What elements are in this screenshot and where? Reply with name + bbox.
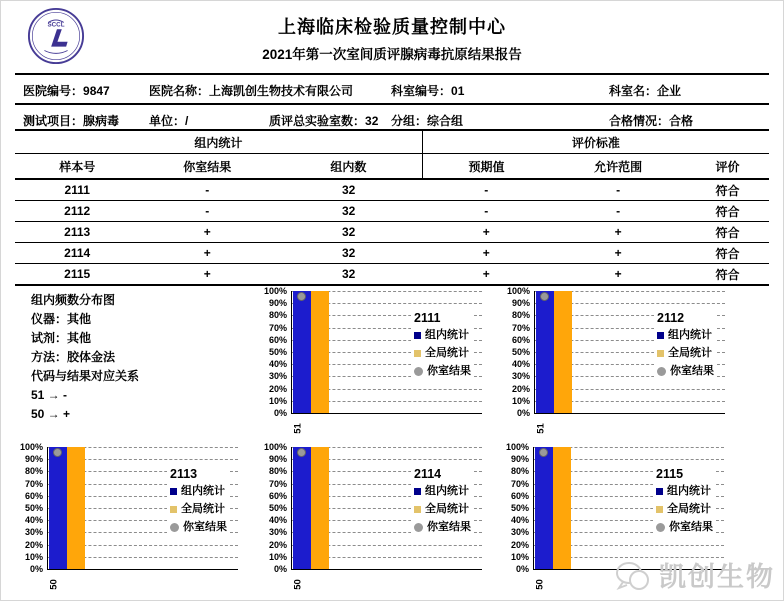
y-axis-tick-label: 60%: [268, 490, 287, 501]
y-axis-tick-label: 50%: [511, 347, 530, 357]
freq-chart-2111: [261, 287, 511, 443]
column-header: 评价: [686, 154, 769, 180]
y-axis-tick-label: 70%: [268, 478, 287, 489]
chart-legend: [167, 467, 230, 536]
table-cell: -: [550, 201, 686, 222]
info-field-value: 腺病毒: [83, 114, 120, 128]
table-cell: 32: [275, 222, 422, 243]
legend-item: [170, 482, 227, 500]
y-axis-tick-label: 0%: [515, 564, 529, 574]
info-field: [609, 82, 681, 99]
your-result-marker: [540, 292, 549, 301]
table-cell: 32: [275, 201, 422, 222]
group-stat-swatch-icon: [657, 332, 664, 339]
table-cell: +: [139, 243, 275, 264]
info-field: [609, 112, 693, 129]
x-axis-category-label: 51: [292, 423, 304, 434]
y-axis-tick-label: 70%: [511, 322, 530, 333]
legend-item-label: 组内统计: [181, 485, 225, 497]
y-axis-tick-label: 0%: [29, 564, 43, 574]
legend-item-label: 你室结果: [427, 521, 471, 533]
y-axis-tick-label: 30%: [268, 527, 287, 538]
legend-item: [414, 326, 471, 344]
group-stat-bar: [293, 447, 311, 569]
chart-legend: [653, 467, 716, 536]
legend-item-label: 你室结果: [183, 521, 227, 533]
your-result-swatch-icon: [414, 367, 423, 376]
y-axis-tick-label: 60%: [24, 490, 43, 501]
y-axis-tick-label: 60%: [511, 334, 530, 345]
legend-item-label: 你室结果: [669, 521, 713, 533]
info-field-label: 测试项目：: [23, 114, 84, 128]
y-axis-tick-label: 50%: [268, 503, 287, 513]
result-table-wrap: [15, 129, 769, 286]
y-axis-tick-label: 70%: [510, 478, 529, 489]
table-cell: +: [550, 243, 686, 264]
x-axis-category-label: 50: [534, 579, 546, 590]
overall-stat-bar: [67, 447, 85, 569]
legend-item-label: 组内统计: [425, 329, 469, 341]
y-axis-tick-label: 10%: [510, 551, 529, 562]
y-axis-tick-label: 100%: [263, 286, 287, 296]
freq-block-line: 仪器：其他: [31, 312, 92, 326]
info-field: [391, 112, 463, 129]
legend-item: [414, 482, 471, 500]
y-axis-tick-label: 0%: [273, 564, 287, 574]
legend-item: [414, 344, 471, 362]
group-stat-bar: [535, 447, 553, 569]
legend-item: [414, 500, 471, 518]
your-result-swatch-icon: [657, 367, 666, 376]
y-axis-tick-label: 100%: [19, 442, 43, 452]
chart-legend: [411, 467, 474, 536]
watermark-text: 凯创生物: [659, 562, 775, 592]
y-axis-tick-label: 60%: [268, 334, 287, 345]
y-axis-tick-label: 100%: [505, 442, 529, 452]
overall-stat-bar: [554, 291, 572, 413]
freq-distribution-info: [31, 291, 139, 424]
legend-item: [656, 500, 713, 518]
info-field: [149, 82, 353, 99]
y-axis-tick-label: 80%: [511, 310, 530, 321]
y-axis-tick-label: 10%: [268, 551, 287, 562]
group-stat-bar: [293, 291, 311, 413]
y-axis-tick-label: 0%: [273, 408, 287, 418]
table-cell: -: [550, 179, 686, 201]
table-cell: +: [422, 222, 550, 243]
freq-block-line: 50 → +: [31, 407, 71, 421]
info-field-value: 32: [365, 114, 379, 128]
legend-item-label: 你室结果: [670, 365, 714, 377]
y-axis-tick-label: 40%: [268, 359, 287, 370]
kaichuang-logo-icon: [613, 558, 653, 592]
table-cell: +: [422, 264, 550, 286]
y-axis-tick-label: 60%: [510, 490, 529, 501]
info-field: [149, 112, 188, 129]
legend-sample-id: 2111: [414, 311, 441, 325]
y-axis-tick-label: 90%: [268, 298, 287, 309]
y-axis-tick-label: 20%: [511, 383, 530, 394]
table-cell: -: [422, 179, 550, 201]
page-subtitle: 2021年第一次室间质评腺病毒抗原结果报告: [262, 47, 522, 62]
chart-legend: [654, 311, 717, 380]
column-header: 组内数: [275, 154, 422, 180]
y-axis-tick-label: 100%: [263, 442, 287, 452]
y-axis-tick-label: 90%: [24, 454, 43, 465]
legend-item: [657, 362, 714, 380]
overall-stat-bar: [311, 447, 329, 569]
your-result-marker: [297, 448, 306, 457]
legend-item-label: 全局统计: [668, 347, 712, 359]
info-field-label: 单位：: [149, 114, 186, 128]
table-cell: -: [139, 201, 275, 222]
your-result-marker: [53, 448, 62, 457]
info-field: [23, 82, 110, 99]
freq-chart-2112: [504, 287, 754, 443]
y-axis-tick-label: 80%: [24, 466, 43, 477]
your-result-swatch-icon: [170, 523, 179, 532]
table-cell: -: [139, 179, 275, 201]
x-axis-category-label: 50: [48, 579, 60, 590]
y-axis-tick-label: 80%: [268, 466, 287, 477]
y-axis-tick-label: 10%: [268, 395, 287, 406]
table-group-header: 组内统计: [15, 130, 422, 154]
your-result-marker: [539, 448, 548, 457]
table-cell: 32: [275, 179, 422, 201]
x-axis-category-label: 51: [535, 423, 547, 434]
table-cell: 32: [275, 243, 422, 264]
table-cell: 32: [275, 264, 422, 286]
table-row: [15, 201, 769, 222]
info-section: [15, 73, 769, 133]
page-title: 上海临床检验质量控制中心: [278, 17, 506, 37]
info-field: [391, 82, 464, 99]
y-axis-tick-label: 100%: [506, 286, 530, 296]
table-cell: 符合: [686, 264, 769, 286]
legend-item: [657, 326, 714, 344]
table-cell: +: [550, 222, 686, 243]
group-stat-swatch-icon: [414, 488, 421, 495]
info-field-value: 上海凯创生物技术有限公司: [209, 84, 354, 98]
table-cell: 符合: [686, 222, 769, 243]
legend-item: [170, 500, 227, 518]
info-field-label: 质评总实验室数：: [269, 114, 366, 128]
y-axis-tick-label: 90%: [510, 454, 529, 465]
legend-item-label: 组内统计: [667, 485, 711, 497]
group-stat-swatch-icon: [414, 332, 421, 339]
overall-stat-swatch-icon: [170, 506, 177, 513]
y-axis-tick-label: 90%: [511, 298, 530, 309]
freq-block-line: 51 → -: [31, 388, 68, 402]
info-field: [269, 112, 378, 129]
freq-block-title: 组内频数分布图: [31, 293, 116, 307]
freq-block-line: 方法：胶体金法: [31, 350, 116, 364]
table-cell: 2114: [15, 243, 139, 264]
report-header: [1, 1, 783, 73]
table-cell: 2113: [15, 222, 139, 243]
table-cell: 2115: [15, 264, 139, 286]
info-field-value: 9847: [83, 84, 110, 98]
freq-block-line: 试剂：其他: [31, 331, 92, 345]
legend-item: [414, 362, 471, 380]
table-row: [15, 222, 769, 243]
y-axis-tick-label: 20%: [510, 539, 529, 550]
table-group-header-row: [15, 130, 769, 154]
legend-item-label: 组内统计: [425, 485, 469, 497]
info-field-label: 医院编号：: [23, 84, 84, 98]
legend-item-label: 全局统计: [425, 503, 469, 515]
overall-stat-swatch-icon: [657, 350, 664, 357]
overall-stat-bar: [553, 447, 571, 569]
y-axis-tick-label: 10%: [24, 551, 43, 562]
y-axis-tick-label: 40%: [510, 515, 529, 526]
table-cell: 符合: [686, 243, 769, 264]
table-cell: +: [139, 222, 275, 243]
result-table: [15, 129, 769, 286]
y-axis-tick-label: 30%: [510, 527, 529, 538]
info-field-label: 合格情况：: [609, 114, 670, 128]
legend-item: [656, 518, 713, 536]
table-row: [15, 243, 769, 264]
info-field-label: 科室编号：: [391, 84, 452, 98]
freq-block-line: 代码与结果对应关系: [31, 369, 140, 383]
legend-item: [656, 482, 713, 500]
your-result-swatch-icon: [656, 523, 665, 532]
overall-stat-swatch-icon: [414, 350, 421, 357]
y-axis-tick-label: 20%: [268, 539, 287, 550]
column-header: 预期值: [422, 154, 550, 180]
watermark: [613, 555, 775, 594]
your-result-swatch-icon: [414, 523, 423, 532]
x-axis-category-label: 50: [292, 579, 304, 590]
legend-sample-id: 2114: [414, 467, 442, 481]
info-field: [23, 112, 119, 129]
info-field-label: 分组：: [391, 114, 428, 128]
legend-item-label: 组内统计: [668, 329, 712, 341]
legend-item-label: 全局统计: [667, 503, 711, 515]
y-axis-tick-label: 30%: [268, 371, 287, 382]
table-cell: 符合: [686, 201, 769, 222]
freq-chart-2114: [261, 443, 511, 599]
group-stat-bar: [536, 291, 554, 413]
table-row: [15, 179, 769, 201]
y-axis-tick-label: 10%: [511, 395, 530, 406]
table-group-header: 评价标准: [422, 130, 769, 154]
y-axis-tick-label: 80%: [510, 466, 529, 477]
chart-legend: [411, 311, 474, 380]
y-axis-tick-label: 30%: [511, 371, 530, 382]
column-header: 你室结果: [139, 154, 275, 180]
overall-stat-swatch-icon: [656, 506, 663, 513]
table-cell: +: [422, 243, 550, 264]
group-stat-bar: [49, 447, 67, 569]
legend-sample-id: 2113: [170, 467, 198, 481]
y-axis-tick-label: 50%: [268, 347, 287, 357]
table-row: [15, 264, 769, 286]
table-cell: +: [550, 264, 686, 286]
legend-item: [414, 518, 471, 536]
y-axis-tick-label: 40%: [268, 515, 287, 526]
table-cell: 2111: [15, 179, 139, 201]
info-field-label: 科室名：: [609, 84, 658, 98]
y-axis-tick-label: 70%: [268, 322, 287, 333]
info-field-label: 医院名称：: [149, 84, 210, 98]
table-column-header-row: [15, 154, 769, 180]
column-header: 允许范围: [550, 154, 686, 180]
group-stat-swatch-icon: [656, 488, 663, 495]
info-field-value: 企业: [657, 84, 682, 98]
table-cell: 2112: [15, 201, 139, 222]
info-field-value: /: [185, 114, 189, 128]
legend-item-label: 全局统计: [181, 503, 225, 515]
info-field-value: 合格: [669, 114, 694, 128]
y-axis-tick-label: 30%: [24, 527, 43, 538]
y-axis-tick-label: 50%: [510, 503, 529, 513]
info-field-value: 综合组: [427, 114, 464, 128]
info-row: [15, 73, 769, 103]
y-axis-tick-label: 20%: [24, 539, 43, 550]
overall-stat-swatch-icon: [414, 506, 421, 513]
legend-item: [657, 344, 714, 362]
y-axis-tick-label: 50%: [24, 503, 43, 513]
y-axis-tick-label: 0%: [516, 408, 530, 418]
column-header: 样本号: [15, 154, 139, 180]
your-result-marker: [297, 292, 306, 301]
table-cell: +: [139, 264, 275, 286]
y-axis-tick-label: 80%: [268, 310, 287, 321]
legend-sample-id: 2115: [656, 467, 684, 481]
y-axis-tick-label: 20%: [268, 383, 287, 394]
group-stat-swatch-icon: [170, 488, 177, 495]
y-axis-tick-label: 90%: [268, 454, 287, 465]
info-field-value: 01: [451, 84, 465, 98]
table-cell: 符合: [686, 179, 769, 201]
freq-chart-2113: [17, 443, 267, 599]
y-axis-tick-label: 40%: [24, 515, 43, 526]
legend-item-label: 全局统计: [425, 347, 469, 359]
legend-sample-id: 2112: [657, 311, 685, 325]
legend-item-label: 你室结果: [427, 365, 471, 377]
table-cell: -: [422, 201, 550, 222]
overall-stat-bar: [311, 291, 329, 413]
y-axis-tick-label: 40%: [511, 359, 530, 370]
charts-section: [1, 285, 784, 601]
legend-item: [170, 518, 227, 536]
seal-text: SCCL: [47, 21, 65, 29]
y-axis-tick-label: 70%: [24, 478, 43, 489]
